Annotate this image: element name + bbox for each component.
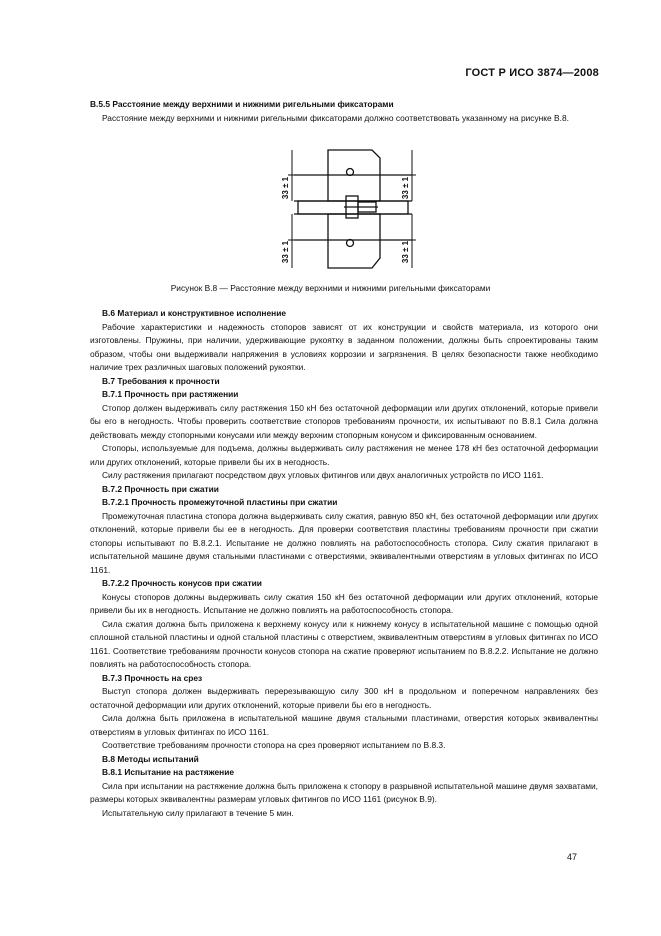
- section-heading: В.7.2.2 Прочность конусов при сжатии: [102, 578, 262, 588]
- page-number: 47: [567, 852, 578, 862]
- dim-label-top-left: 33 ± 1: [281, 176, 290, 200]
- section-heading: В.7.2.1 Прочность промежуточной пластины при сжатии: [102, 497, 338, 507]
- paragraph: Сила должна быть приложена в испытательной машине двумя стальными пластинами, отверстия которых эквивалентны отверстиям в угловых фитингах по ИСО 1161.: [90, 713, 598, 737]
- figure-caption: Рисунок В.8 — Расстояние между верхними и нижними ригельными фиксаторами: [170, 283, 491, 293]
- paragraph: Выступ стопора должен выдерживать перерезывающую силу 300 кН в продольном и поперечном направлениях без остаточной деформации или других отклонений, которые привели бы его в негодность.: [90, 686, 598, 710]
- figure-b8-drawing: [262, 140, 422, 275]
- section-heading: В.6 Материал и конструктивное исполнение: [102, 308, 286, 318]
- section-heading: В.8.1 Испытание на растяжение: [102, 767, 234, 777]
- section-heading: В.8 Методы испытаний: [102, 753, 199, 764]
- paragraph: Испытательную силу прилагают в течение 5 мин.: [102, 807, 294, 818]
- section-heading: В.7.3 Прочность на срез: [102, 672, 203, 683]
- paragraph: Расстояние между верхними и нижними ригельными фиксаторами должно соответствовать указанному на рисунке В.8.: [102, 112, 569, 123]
- paragraph: Промежуточная пластина стопора должна выдерживать силу сжатия, равную 850 кН, без остаточной деформации или других отклонений, которые привели бы ее в негодность. Для проверки соответствия пластины требованиям прочности при сжатии стопоры испытывают по В.8.2.1. Испытание не должно повлиять на работоспособность стопора. Силу сжатия прилагают в испытательной машине двумя стальными пластинами с отверстиями, эквивалентными отверстиям в угловых фитингах по ИСО 1161.: [90, 510, 598, 575]
- section-heading: В.5.5 Расстояние между верхними и нижними ригельными фиксаторами: [90, 99, 394, 109]
- section-heading: В.7.2 Прочность при сжатии: [102, 483, 219, 494]
- main-body: [90, 307, 598, 820]
- paragraph: Рабочие характеристики и надежность стопоров зависят от их конструкции и свойств материала, из которого они изготовлены. Пружины, при наличии, удерживающие рукоятку в заданном положении, должны быть спроектированы таким образом, чтобы они выдерживали напряжения в условиях коррозии и загрязнения. В целях безопасности также необходимо наличие трех различных шаговых положений рукоятки.: [90, 321, 598, 372]
- paragraph: Конусы стопоров должны выдерживать силу сжатия 150 кН без остаточной деформации или других отклонений, которые привели бы их в негодность. Испытание не должно повлиять на работоспособность стопора.: [90, 591, 598, 615]
- section-heading: В.7 Требования к прочности: [102, 375, 220, 386]
- paragraph: Сила сжатия должна быть приложена к верхнему конусу или к нижнему конусу в испытательной машине с помощью одной сплошной стальной пластины и одной стальной пластины с отверстием, эквивалентным отверстиям в угловых фитингах по ИСО 1161. Соответствие требованиям прочности конусов стопора на сжатие проверяют испытанием по В.8.2.2. Испытание не должно повлиять на работоспособность стопора.: [90, 618, 598, 669]
- dim-label-bottom-right: 33 ± 1: [401, 240, 410, 264]
- document-header-id: ГОСТ Р ИСО 3874—2008: [465, 67, 599, 79]
- paragraph: Сила при испытании на растяжение должна быть приложена к стопору в разрывной испытательной машине двумя захватами, размеры которых эквивалентны размерам угловых фитингов по ИСО 1161 (рисунок В.9).: [90, 780, 598, 804]
- paragraph: Соответствие требованиям прочности стопора на срез проверяют испытанием по В.8.3.: [102, 740, 446, 750]
- section-heading: В.7.1 Прочность при растяжении: [102, 389, 239, 399]
- paragraph: Стопор должен выдерживать силу растяжения 150 кН без остаточной деформации или других отклонений, которые привели бы его в негодность. Чтобы проверить соответствие стопоров требованиям прочности, их испытывают по В.8.1 Сила должна действовать между стопорными конусами или между верхним стопорным конусом и фиксированным основанием.: [90, 402, 598, 440]
- dim-label-bottom-left: 33 ± 1: [281, 240, 290, 264]
- paragraph: Силу растяжения прилагают посредством двух угловых фитингов или двух аналогичных устройств по ИСО 1161.: [102, 470, 544, 480]
- paragraph: Стопоры, используемые для подъема, должны выдерживать силу растяжения не менее 178 кН без остаточной деформации или других отклонений, которые привели бы их в негодность.: [90, 443, 598, 467]
- section-b55: [90, 98, 598, 125]
- dim-label-top-right: 33 ± 1: [401, 176, 410, 200]
